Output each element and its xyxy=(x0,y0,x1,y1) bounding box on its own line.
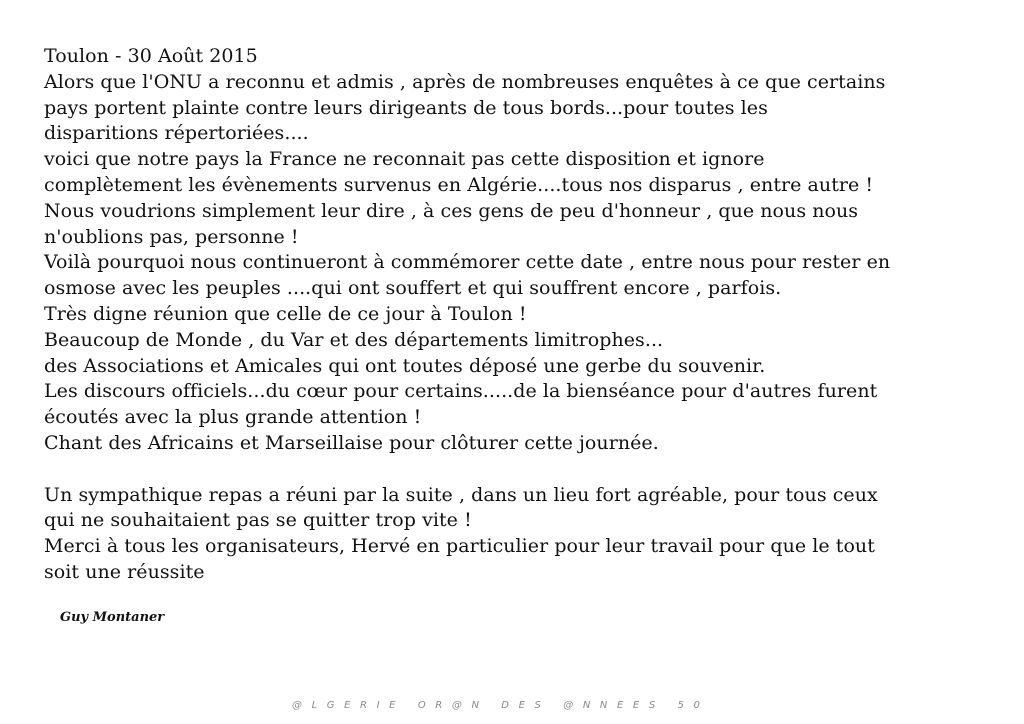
text-line: osmose avec les peuples ....qui ont souffert et qui souffrent encore , parfois. xyxy=(44,277,782,300)
text-line: Chant des Africains et Marseillaise pour clôturer cette journée. xyxy=(44,431,659,454)
text-line: Un sympathique repas a réuni par la suite , dans un lieu fort agréable, pour tous ceux xyxy=(44,483,878,506)
text-line: voici que notre pays la France ne reconnait pas cette disposition et ignore xyxy=(44,148,765,171)
signature: Guy Montaner xyxy=(60,610,165,625)
text-line: Merci à tous les organisateurs, Hervé en particulier pour leur travail pour que le tout xyxy=(44,535,875,558)
text-line: complètement les évènements survenus en Algérie....tous nos disparus , entre autre ! xyxy=(44,173,874,196)
text-line: Beaucoup de Monde , du Var et des départements limitrophes... xyxy=(44,328,664,351)
text-line: Les discours officiels...du cœur pour certains.....de la bienséance pour d'autres furent xyxy=(44,380,878,403)
blank-line xyxy=(44,457,1004,483)
text-line: Toulon - 30 Août 2015 xyxy=(44,45,258,67)
text-line: Nous voudrions simplement leur dire , à ces gens de peu d'honneur , que nous nous xyxy=(44,199,859,222)
text-line: qui ne souhaitaient pas se quitter trop vite ! xyxy=(44,509,472,532)
text-line: des Associations et Amicales qui ont toutes déposé une gerbe du souvenir. xyxy=(44,354,766,377)
text-line: disparitions répertoriées.... xyxy=(44,122,309,145)
text-line: n'oublions pas, personne ! xyxy=(44,225,299,248)
text-line: écoutés avec la plus grande attention ! xyxy=(44,406,422,429)
text-line: pays portent plainte contre leurs dirigeants de tous bords...pour toutes les xyxy=(44,96,768,119)
footer-watermark: @LGERIE OR@N DES @NNEES 50 xyxy=(292,700,710,711)
text-line: Voilà pourquoi nous continueront à commémorer cette date , entre nous pour rester en xyxy=(44,251,891,274)
text-line: Alors que l'ONU a reconnu et admis , après de nombreuses enquêtes à ce que certains xyxy=(44,70,886,93)
text-line: Très digne réunion que celle de ce jour à Toulon ! xyxy=(44,302,527,325)
text-line: soit une réussite xyxy=(44,560,205,583)
document-body xyxy=(44,44,1004,586)
